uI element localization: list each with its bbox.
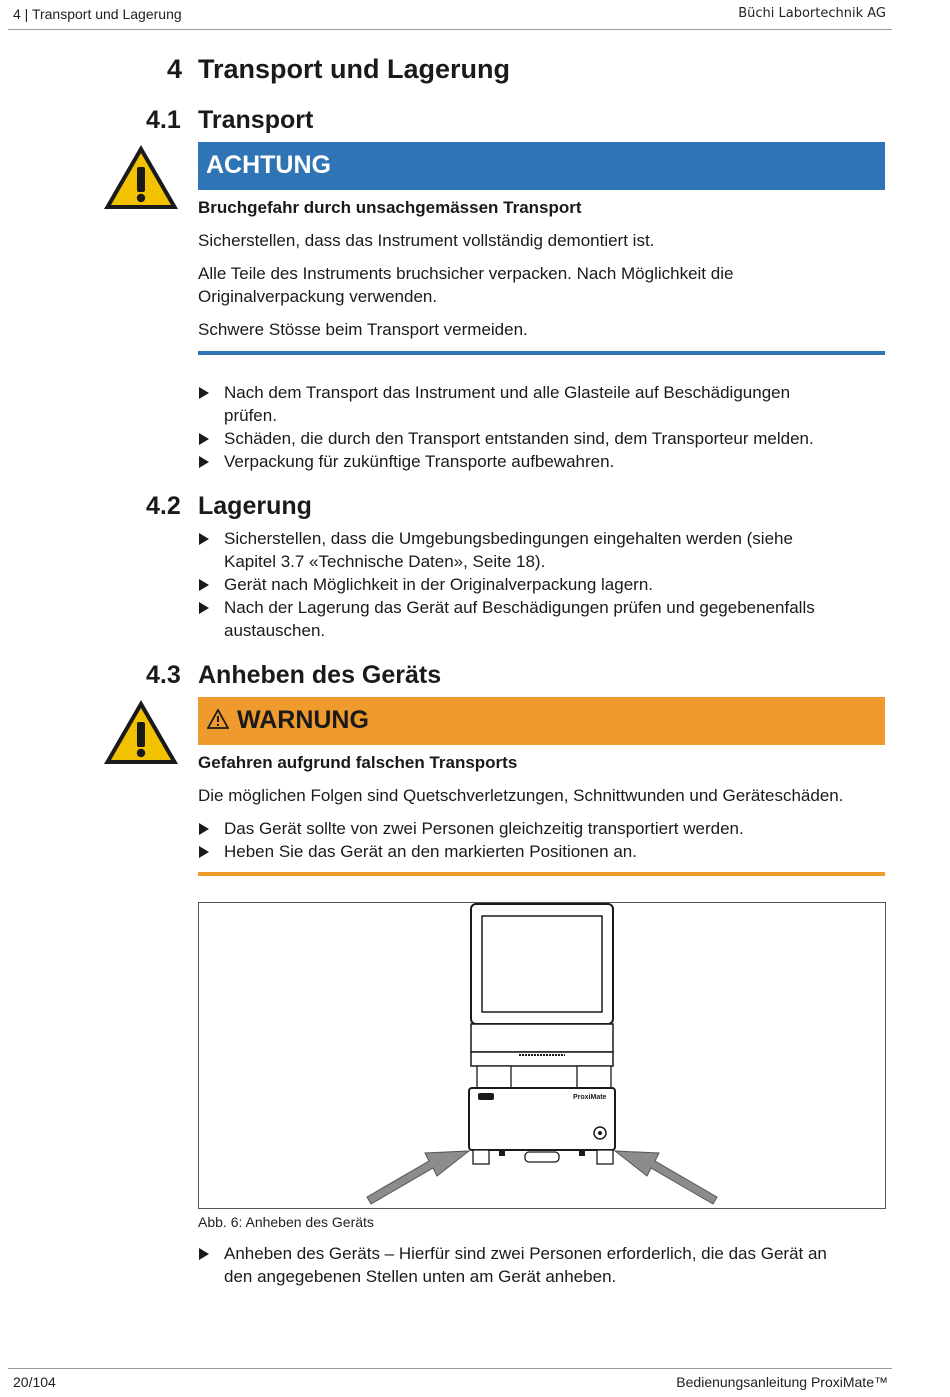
- triangle-bullet-icon: [199, 823, 209, 835]
- triangle-bullet-icon: [199, 533, 209, 545]
- section-4-2-title: Lagerung: [198, 492, 312, 520]
- warning-steps: [198, 817, 888, 863]
- section-4-1-title: Transport: [198, 106, 314, 134]
- notice-paragraph-2-line-2: Originalverpackung verwenden.: [198, 287, 438, 306]
- list-item: Gerät nach Möglichkeit in der Originalverpackung lagern.: [198, 573, 888, 596]
- warning-triangle-icon: [102, 698, 180, 766]
- notice-paragraph-2-line-1: Alle Teile des Instruments bruchsicher verpacken. Nach Möglichkeit die: [198, 264, 734, 283]
- list-item: Nach dem Transport das Instrument und alle Glasteile auf Beschädigungen prüfen.: [198, 381, 888, 427]
- warnung-banner: [198, 697, 885, 745]
- warnung-label: WARNUNG: [237, 706, 369, 734]
- page-number: 20/104: [13, 1374, 56, 1390]
- notice-heading: Bruchgefahr durch unsachgemässen Transport: [198, 198, 582, 217]
- list-item: Das Gerät sollte von zwei Personen gleichzeitig transportiert werden.: [198, 817, 888, 840]
- right-lift-arrow-icon: [615, 1151, 717, 1204]
- storage-steps: [198, 527, 888, 642]
- device-illustration: [199, 903, 885, 1208]
- triangle-bullet-icon: [199, 1248, 209, 1260]
- triangle-bullet-icon: [199, 846, 209, 858]
- list-item: Verpackung für zukünftige Transporte aufbewahren.: [198, 450, 888, 473]
- chapter-title: Transport und Lagerung: [198, 54, 511, 84]
- footer-rule: [8, 1368, 892, 1369]
- achtung-label: ACHTUNG: [206, 151, 331, 179]
- section-4-3-number: 4.3: [146, 661, 181, 689]
- header-rule: [8, 29, 892, 30]
- achtung-banner: [198, 142, 885, 190]
- list-item: Nach der Lagerung das Gerät auf Beschädigungen prüfen und gegebenenfalls austauschen.: [198, 596, 888, 642]
- section-4-1-number: 4.1: [146, 106, 181, 134]
- figure-caption: Abb. 6: Anheben des Geräts: [198, 1214, 374, 1230]
- notice-paragraph-1: Sicherstellen, dass das Instrument vollständig demontiert ist.: [198, 231, 655, 250]
- list-item: Anheben des Geräts – Hierfür sind zwei Personen erforderlich, die das Gerät an den angegebenen Stellen unten am Gerät anheben.: [198, 1242, 888, 1288]
- triangle-bullet-icon: [199, 579, 209, 591]
- list-item: Schäden, die durch den Transport entstanden sind, dem Transporteur melden.: [198, 427, 888, 450]
- document-title: Bedienungsanleitung ProxiMate™: [676, 1374, 888, 1390]
- small-warning-icon: [207, 709, 229, 729]
- running-header-left: 4 | Transport und Lagerung: [13, 6, 182, 22]
- lifting-steps: [198, 1242, 888, 1288]
- list-item: Sicherstellen, dass die Umgebungsbedingungen eingehalten werden (siehe Kapitel 3.7 «Technische Daten», Seite 18).: [198, 527, 888, 573]
- notice-paragraph-3: Schwere Stösse beim Transport vermeiden.: [198, 320, 528, 339]
- triangle-bullet-icon: [199, 602, 209, 614]
- list-item: Heben Sie das Gerät an den markierten Positionen an.: [198, 840, 888, 863]
- section-4-3-title: Anheben des Geräts: [198, 661, 442, 689]
- transport-steps: [198, 381, 888, 473]
- running-header-right: Büchi Labortechnik AG: [738, 6, 886, 21]
- section-4-2-number: 4.2: [146, 492, 181, 520]
- triangle-bullet-icon: [199, 433, 209, 445]
- triangle-bullet-icon: [199, 387, 209, 399]
- warning-heading: Gefahren aufgrund falschen Transports: [198, 753, 518, 772]
- triangle-bullet-icon: [199, 456, 209, 468]
- warning-triangle-icon: [102, 143, 180, 211]
- notice-end-rule: [198, 351, 885, 355]
- device-lifting-figure: [198, 902, 886, 1209]
- warning-paragraph: Die möglichen Folgen sind Quetschverletzungen, Schnittwunden und Geräteschäden.: [198, 786, 844, 805]
- device-brand-label: ProxiMate: [573, 1094, 607, 1101]
- warning-end-rule: [198, 872, 885, 876]
- left-lift-arrow-icon: [367, 1151, 469, 1204]
- chapter-number: 4: [167, 54, 183, 84]
